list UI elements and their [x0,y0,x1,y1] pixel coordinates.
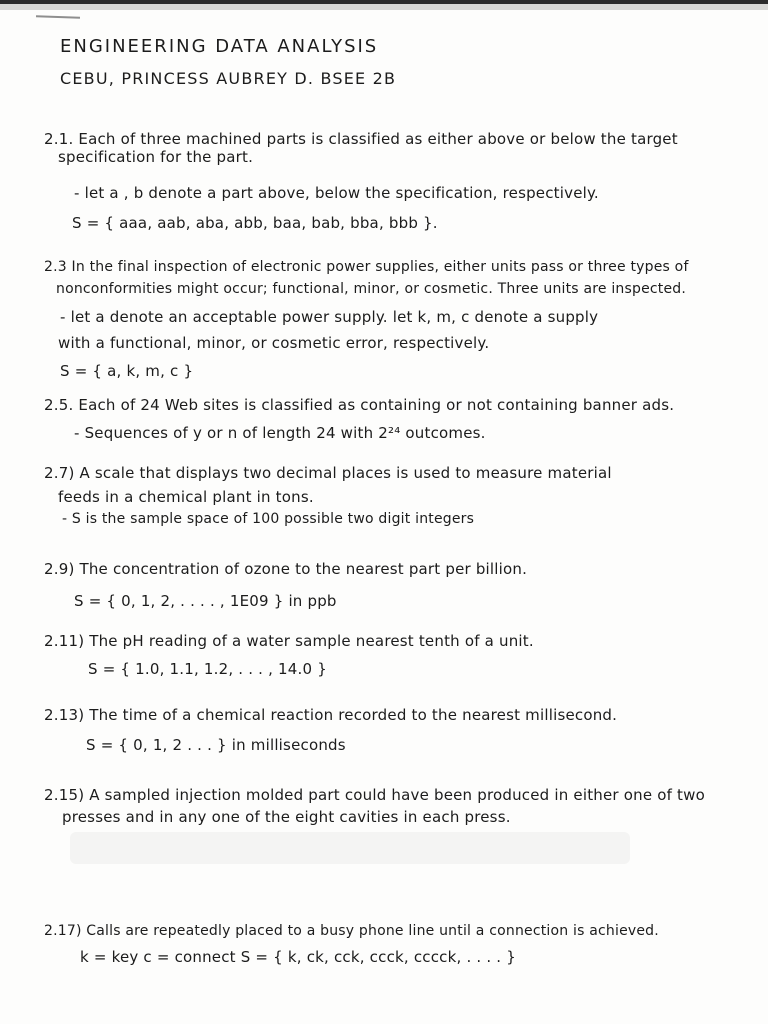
blank-smudge-area [70,832,630,864]
problem-2-1-line-3: - let a , b denote a part above, below the specification, respectively. [74,184,599,202]
author-line: CEBU, PRINCESS AUBREY D. BSEE 2B [60,69,397,88]
problem-2-3-line-4: with a functional, minor, or cosmetic error, respectively. [58,334,490,352]
problem-2-11-line-1: 2.11) The pH reading of a water sample nearest tenth of a unit. [44,632,534,650]
document-title: ENGINEERING DATA ANALYSIS [60,36,379,57]
problem-2-7-line-3: - S is the sample space of 100 possible two digit integers [62,511,475,527]
problem-2-9-line-2: S = { 0, 1, 2, . . . . , 1E09 } in ppb [74,592,337,610]
problem-2-17-line-1: 2.17) Calls are repeatedly placed to a busy phone line until a connection is achieved. [44,923,659,939]
problem-2-7-line-1: 2.7) A scale that displays two decimal places is used to measure material [44,464,612,482]
problem-2-7-line-2: feeds in a chemical plant in tons. [58,488,314,506]
problem-2-3-line-3: - let a denote an acceptable power supply. let k, m, c denote a supply [60,308,599,326]
problem-2-5-line-2: - Sequences of y or n of length 24 with 2²⁴ outcomes. [74,424,486,442]
problem-2-5-line-1: 2.5. Each of 24 Web sites is classified as containing or not containing banner ads. [44,396,675,414]
problem-2-1-line-4: S = { aaa, aab, aba, abb, baa, bab, bba, bbb }. [72,214,438,232]
problem-2-15-line-1: 2.15) A sampled injection molded part could have been produced in either one of two [44,786,705,804]
problem-2-1-line-1: 2.1. Each of three machined parts is classified as either above or below the target [44,130,678,148]
problem-2-15-line-2: presses and in any one of the eight cavities in each press. [62,808,511,826]
problem-2-17-line-2: k = key c = connect S = { k, ck, cck, ccck, cccck, . . . . } [80,948,516,966]
problem-2-9-line-1: 2.9) The concentration of ozone to the nearest part per billion. [44,560,528,578]
problem-2-3-line-2: nonconformities might occur; functional, minor, or cosmetic. Three units are inspected. [56,281,687,297]
pen-mark [36,15,80,19]
problem-2-13-line-1: 2.13) The time of a chemical reaction recorded to the nearest millisecond. [44,706,618,724]
problem-2-3-line-5: S = { a, k, m, c } [60,362,194,380]
problem-2-1-line-2: specification for the part. [58,148,254,166]
problem-2-13-line-2: S = { 0, 1, 2 . . . } in milliseconds [86,736,346,754]
problem-2-3-line-1: 2.3 In the final inspection of electronic power supplies, either units pass or three types of [44,259,689,275]
problem-2-11-line-2: S = { 1.0, 1.1, 1.2, . . . , 14.0 } [88,660,327,678]
page-top-edge [0,0,768,4]
